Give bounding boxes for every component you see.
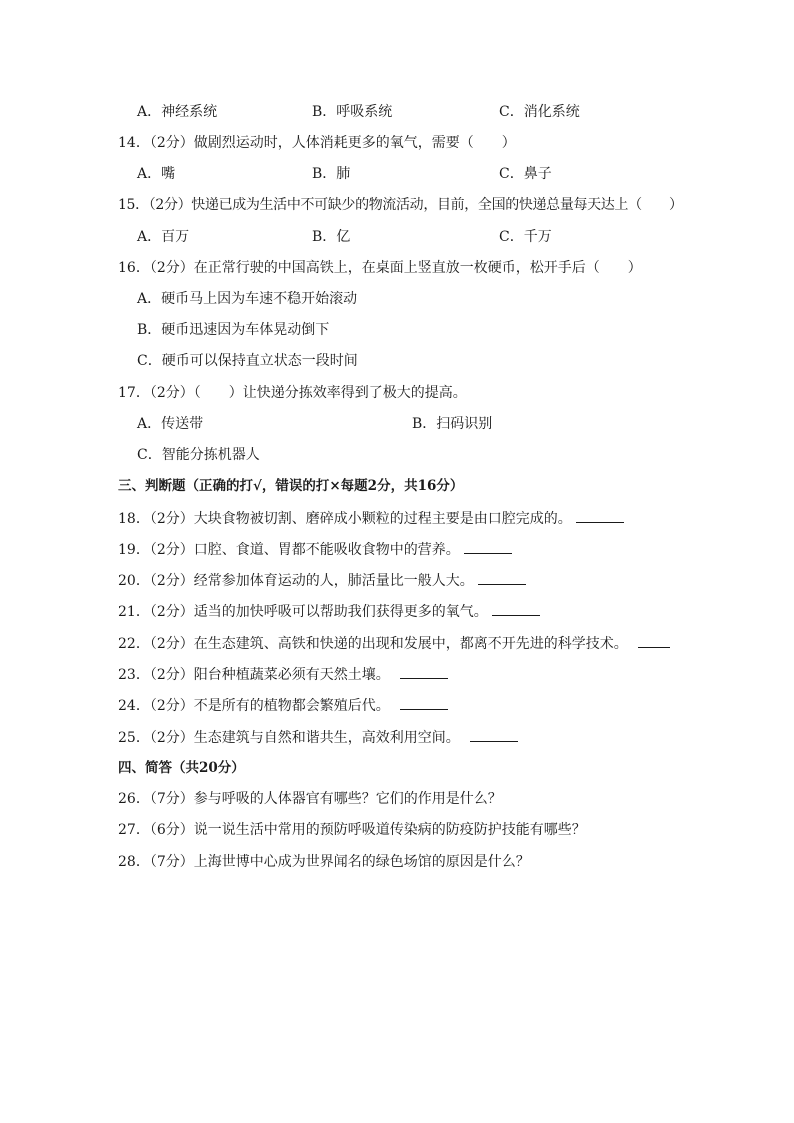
answer-blank[interactable]: [478, 570, 526, 585]
q16-option-b: B．硬币迅速因为车体晃动倒下: [137, 322, 330, 338]
q16-option-a: A．硬币马上因为车速不稳开始滚动: [137, 291, 358, 307]
q17-option-a: A．传送带: [137, 416, 204, 432]
q15-option-b: B．亿: [312, 229, 351, 245]
judge-question-21: [118, 601, 540, 622]
answer-blank[interactable]: [400, 695, 448, 710]
answer-blank[interactable]: [470, 727, 518, 742]
judge-question-text: 19．（2分）口腔、食道、胃都不能吸收食物中的营养。: [118, 542, 460, 558]
q15-option-c: C．千万: [499, 229, 552, 245]
section-title-short-answer: 四、简答（共20分）: [118, 760, 245, 776]
q13-option-c: C．消化系统: [499, 104, 580, 120]
judge-question-text: 21．（2分）适当的加快呼吸可以帮助我们获得更多的氧气。: [118, 604, 488, 620]
q17-stem: 17．（2分）（ ）让快递分拣效率得到了极大的提高。: [118, 385, 467, 401]
judge-question-text: 20．（2分）经常参加体育运动的人，肺活量比一般人大。: [118, 573, 474, 589]
answer-blank[interactable]: [576, 508, 624, 523]
q14-option-c: C．鼻子: [499, 166, 552, 182]
short-question-26: 26．（7分）参与呼吸的人体器官有哪些？它们的作用是什么？: [118, 791, 502, 807]
q17-option-b: B．扫码识别: [412, 416, 493, 432]
q14-option-a: A．嘴: [137, 166, 176, 182]
judge-question-25: [118, 727, 518, 748]
judge-question-text: 24．（2分）不是所有的植物都会繁殖后代。: [118, 698, 390, 714]
judge-question-text: 22．（2分）在生态建筑、高铁和快递的出现和发展中，都离不开先进的科学技术。: [118, 636, 628, 652]
q16-stem: 16．（2分）在正常行驶的中国高铁上，在桌面上竖直放一枚硬币，松开手后（ ）: [118, 260, 642, 276]
q15-option-a: A．百万: [137, 229, 190, 245]
q16-option-c: C．硬币可以保持直立状态一段时间: [137, 353, 358, 369]
judge-question-23: [118, 664, 448, 685]
judge-question-20: [118, 570, 526, 591]
judge-question-22: [118, 633, 670, 654]
q13-option-b: B．呼吸系统: [312, 104, 393, 120]
answer-blank[interactable]: [638, 633, 670, 648]
answer-blank[interactable]: [464, 539, 512, 554]
q14-stem: 14．（2分）做剧烈运动时，人体消耗更多的氧气，需要（ ）: [118, 135, 516, 151]
q13-option-a: A．神经系统: [137, 104, 218, 120]
answer-blank[interactable]: [492, 601, 540, 616]
section-title-judgement: 三、判断题（正确的打√，错误的打×每题2分，共16分）: [118, 478, 464, 494]
answer-blank[interactable]: [400, 664, 448, 679]
judge-question-text: 25．（2分）生态建筑与自然和谐共生，高效利用空间。: [118, 730, 460, 746]
q15-stem: 15．（2分）快递已成为生活中不可缺少的物流活动，目前，全国的快递总量每天达上（ ）: [118, 197, 683, 213]
judge-question-19: [118, 539, 512, 560]
short-question-28: 28．（7分）上海世博中心成为世界闻名的绿色场馆的原因是什么？: [118, 854, 530, 870]
q14-option-b: B．肺: [312, 166, 351, 182]
judge-question-text: 18．（2分）大块食物被切割、磨碎成小颗粒的过程主要是由口腔完成的。: [118, 511, 572, 527]
short-question-27: 27．（6分）说一说生活中常用的预防呼吸道传染病的防疫防护技能有哪些？: [118, 822, 586, 838]
q17-option-c: C．智能分拣机器人: [137, 447, 260, 463]
judge-question-18: [118, 508, 624, 529]
judge-question-text: 23．（2分）阳台种植蔬菜必须有天然土壤。: [118, 667, 390, 683]
judge-question-24: [118, 695, 448, 716]
